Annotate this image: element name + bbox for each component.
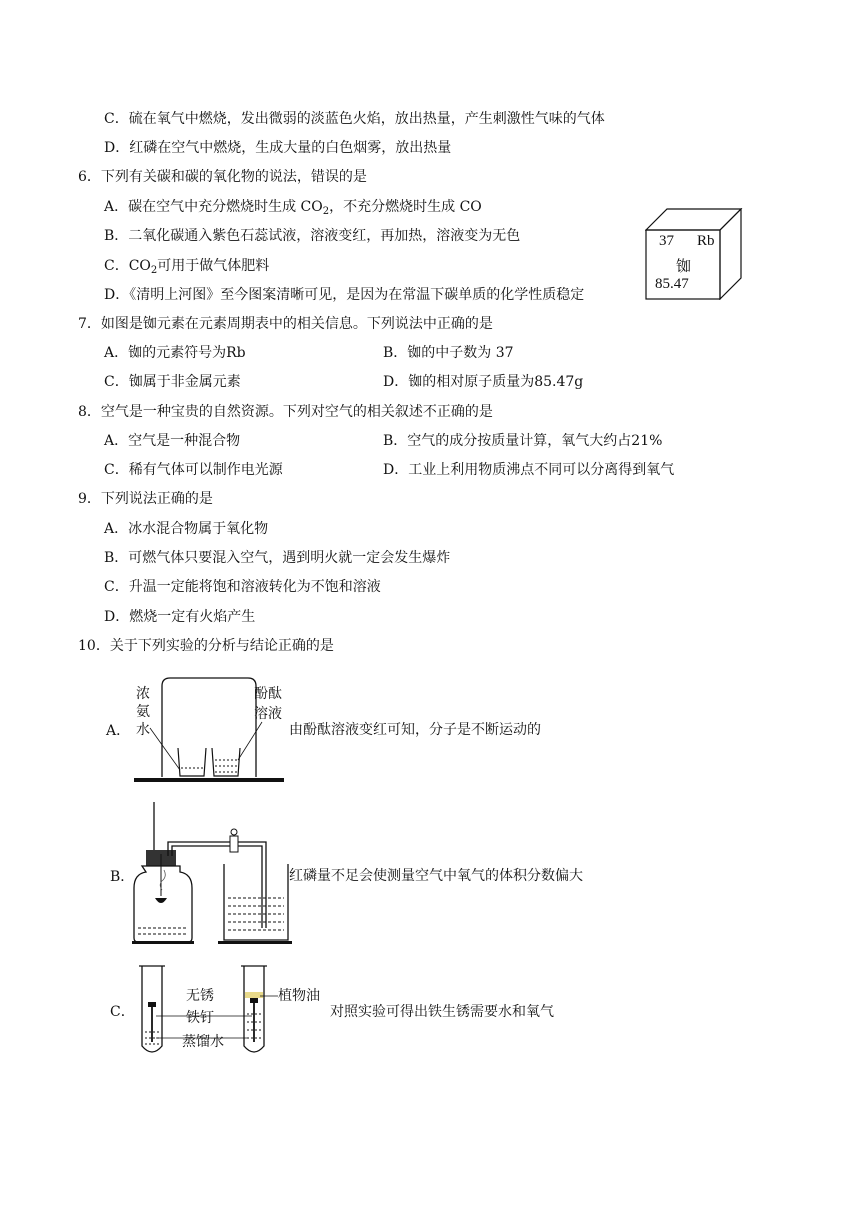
element-name: 铷 [676,257,692,275]
q7-option-c: C．铷属于非金属元素 [104,374,241,390]
element-symbol: Rb [697,233,715,249]
q6-stem: 6．下列有关碳和碳的氧化物的说法，错误的是 [78,169,367,185]
q9-stem: 9．下列说法正确的是 [78,491,213,507]
q8-option-c: C．稀有气体可以制作电光源 [104,462,283,478]
iron-rust-test-tubes [136,958,328,1060]
ammonia-diffusion-apparatus [132,672,288,784]
q8-option-b: B．空气的成分按质量计算，氧气大约占21% [383,433,663,449]
q9-option-b: B．可燃气体只要混入空气，遇到明火就一定会发生爆炸 [104,550,451,566]
iron-nail-label: 铁钉 [186,1010,214,1026]
q10-option-a-label: A． [106,723,131,739]
q6-option-a: A．碳在空气中充分燃烧时生成 $CO_2$，不充分燃烧时生成 CO [104,199,482,217]
atomic-number: 37 [659,233,674,249]
q10-stem: 10．关于下列实验的分析与结论正确的是 [78,638,334,654]
phenolphthalein-label-1: 酚酞 [254,686,282,702]
phenolphthalein-label-2: 溶液 [254,706,282,722]
q10-option-a-text: 由酚酞溶液变红可知，分子是不断运动的 [289,722,541,738]
q10-option-b-text: 红磷量不足会使测量空气中氧气的体积分数偏大 [289,868,583,884]
ammonia-label-1: 浓 [136,686,150,702]
ammonia-label-2: 氨 [136,704,150,720]
q10-option-b-label: B． [110,869,135,885]
q5-option-d: D．红磷在空气中燃烧，生成大量的白色烟雾，放出热量 [104,140,452,156]
q9-option-d: D．燃烧一定有火焰产生 [104,609,256,625]
q6-option-c: C．$CO_2$可用于做气体肥料 [104,258,270,276]
q6-option-d: D．《清明上河图》至今图案清晰可见，是因为在常温下碳单质的化学性质稳定 [104,287,585,303]
q7-option-b: B．铷的中子数为 37 [383,345,514,361]
distilled-water-label: 蒸馏水 [182,1034,224,1050]
q7-option-d: D．铷的相对原子质量为85.47g [383,374,584,390]
q8-option-d: D．工业上利用物质沸点不同可以分离得到氧气 [383,462,675,478]
rubidium-element-card [645,208,741,296]
q9-option-c: C．升温一定能将饱和溶液转化为不饱和溶液 [104,579,381,595]
q7-option-a: A．铷的元素符号为Rb [104,345,246,361]
q10-option-c-label: C． [110,1004,135,1020]
q7-stem: 7．如图是铷元素在元素周期表中的相关信息。下列说法中正确的是 [78,316,493,332]
q9-option-a: A．冰水混合物属于氧化物 [104,521,269,537]
vegetable-oil-label: 植物油 [278,988,320,1004]
atomic-mass: 85.47 [655,276,689,292]
rust-free-label: 无锈 [186,988,214,1004]
q10-option-c-text: 对照实验可得出铁生锈需要水和氧气 [330,1004,554,1020]
q5-option-c: C．硫在氧气中燃烧，发出微弱的淡蓝色火焰，放出热量，产生刺激性气味的气体 [104,111,605,127]
ammonia-label-3: 水 [136,722,150,738]
q8-stem: 8．空气是一种宝贵的自然资源。下列对空气的相关叙述不正确的是 [78,404,493,420]
q8-option-a: A．空气是一种混合物 [104,433,241,449]
oxygen-measurement-apparatus [132,800,292,946]
q6-option-b: B．二氧化碳通入紫色石蕊试液，溶液变红，再加热，溶液变为无色 [104,228,521,244]
